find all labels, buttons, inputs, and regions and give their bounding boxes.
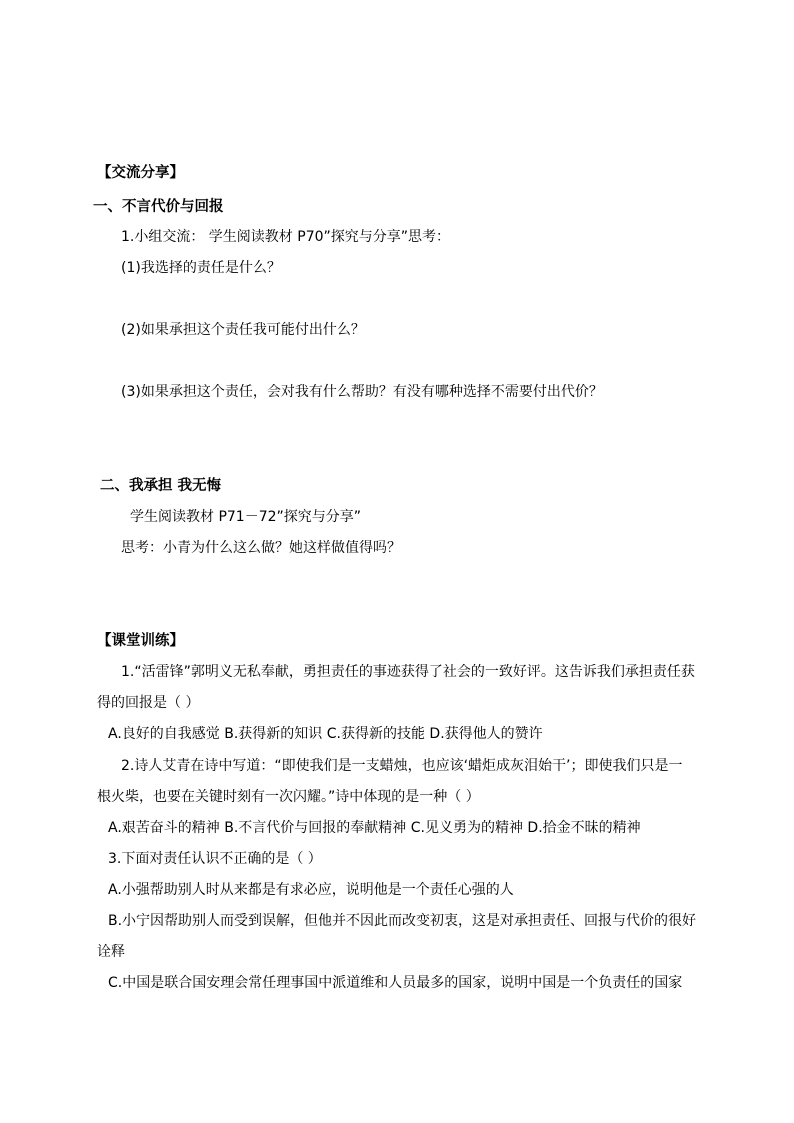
q1-subquestion-1: (1)我选择的责任是什么？ <box>121 260 281 276</box>
exercise-1-line-1: 1.“活雷锋”郭明义无私奉献，勇担责任的事迹获得了社会的一致好评。这告诉我们承担责任获 <box>121 664 695 680</box>
exercise-1-options: A.良好的自我感觉 B.获得新的知识 C.获得新的技能 D.获得他人的赞许 <box>108 726 543 742</box>
part2-title: 二、我承担 我无悔 <box>100 478 222 494</box>
part2-reading: 学生阅读教材 P71－72”探究与分享” <box>130 509 362 525</box>
q1-intro: 1.小组交流： 学生阅读教材 P70”探究与分享”思考： <box>121 229 451 245</box>
section-heading-exchange: 【交流分享】 <box>97 165 184 181</box>
exercise-3-option-a: A.小强帮助别人时从来都是有求必应，说明他是一个责任心强的人 <box>108 882 514 898</box>
exercise-3-stem: 3.下面对责任认识不正确的是（ ） <box>108 851 322 867</box>
exercise-2-options: A.艰苦奋斗的精神 B.不言代价与回报的奉献精神 C.见义勇为的精神 D.拾金不昧的精神 <box>108 820 641 836</box>
exercise-3-option-b-line-2: 诠释 <box>97 944 125 960</box>
exercise-1-line-2: 得的回报是（ ） <box>97 695 200 711</box>
part2-think: 思考：小青为什么这么做？她这样做值得吗？ <box>121 540 401 556</box>
exercise-3-option-c: C.中国是联合国安理会常任理事国中派道维和人员最多的国家，说明中国是一个负责任的国家 <box>108 975 683 991</box>
exercise-2-line-1: 2.诗人艾青在诗中写道：“即使我们是一支蜡烛，也应该‘蜡炬成灰泪始干’；即使我们只是一 <box>121 758 683 774</box>
exercise-2-line-2: 根火柴，也要在关键时刻有一次闪耀。”诗中体现的是一种（ ） <box>97 789 480 805</box>
part1-title: 一、不言代价与回报 <box>93 199 224 215</box>
q1-subquestion-2: (2)如果承担这个责任我可能付出什么？ <box>121 322 365 338</box>
section-heading-training: 【课堂训练】 <box>97 633 184 649</box>
exercise-3-option-b-line-1: B.小宁因帮助别人而受到误解，但他并不因此而改变初衷，这是对承担责任、回报与代价的很好 <box>108 913 697 929</box>
q1-subquestion-3: (3)如果承担这个责任，会对我有什么帮助？有没有哪种选择不需要付出代价？ <box>121 384 603 400</box>
